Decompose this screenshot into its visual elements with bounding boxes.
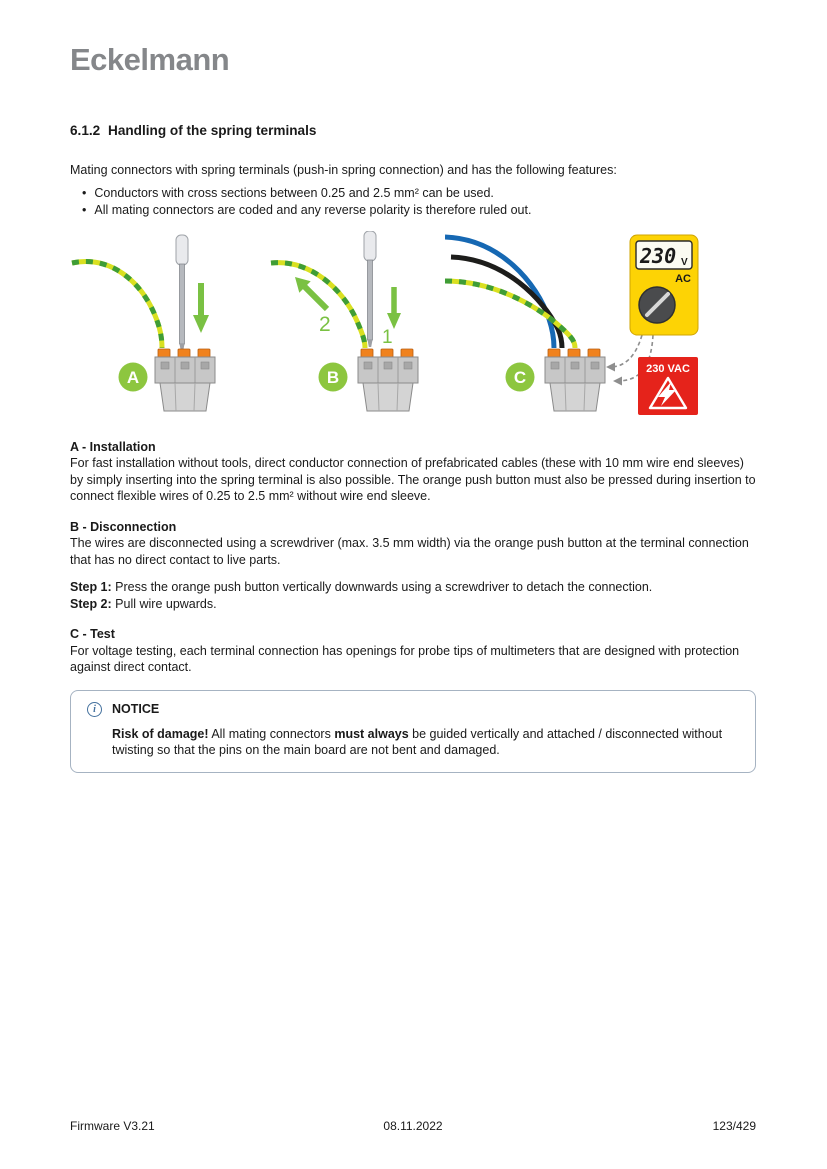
black-wire-icon: [451, 257, 562, 348]
figure-b-badge: B: [326, 367, 340, 387]
feature-item: • Conductors with cross sections between 0.25 and 2.5 mm² can be used.: [82, 185, 756, 202]
figure-a-illustration: [70, 231, 240, 423]
company-logo: Eckelmann: [70, 42, 230, 77]
probe-arrow-icon: [606, 362, 615, 371]
step-1-text: Press the orange push button vertically downwards using a screwdriver to detach the connection.: [111, 580, 653, 594]
footer-page-number: 123/429: [712, 1119, 756, 1133]
high-voltage-warning-sticker: [638, 357, 698, 415]
probe-lead-icon: [610, 335, 642, 367]
section-heading: [70, 122, 756, 139]
test-text: For voltage testing, each terminal connection has openings for probe tips of multimeters that are designed with protection against direct contact.: [70, 643, 740, 674]
wire-icon: [72, 261, 162, 347]
arrow-down-head-icon: [193, 315, 209, 333]
disconnection-text: The wires are disconnected using a screwdriver (max. 3.5 mm width) via the orange push button at the terminal connection that has no direct contact to live parts.: [70, 536, 749, 567]
disconnection-title: B - Disconnection: [70, 519, 177, 534]
installation-text: For fast installation without tools, direct conductor connection of prefabricated cables (these with 10 mm wire end sleeves) by simply inserting into the spring terminal is also possible. The orange push button must also be pressed during insertion to connect flexible wires of 0.25 to 2.5 mm² without wire end sleeve.: [70, 456, 756, 503]
meter-display-unit: V: [681, 256, 688, 268]
screwdriver-icon: [364, 231, 376, 347]
screwdriver-icon: [176, 235, 188, 351]
step-1-label: 1: [382, 326, 393, 348]
step-2: [70, 596, 756, 613]
notice-box: [70, 690, 756, 773]
steps-list: [70, 579, 756, 612]
notice-text-segment: be guided vertically and attached / disconnected without twisting so that the pins on the main board are not bent and damaged.: [112, 726, 723, 757]
meter-display-value: 230: [640, 243, 677, 268]
step-2-label: Step 2:: [70, 596, 112, 611]
wire-icon: [271, 262, 365, 347]
figure-b-illustration: [265, 231, 440, 423]
arrow-up-left-icon: [303, 285, 327, 309]
step-2-text: Pull wire upwards.: [111, 596, 217, 611]
spring-terminal-connector-icon: [155, 349, 215, 411]
intro-paragraph: Mating connectors with spring terminals (push-in spring connection) and has the following features:: [70, 163, 617, 177]
spring-terminal-connector-icon: [545, 349, 605, 411]
feature-list: [70, 185, 756, 219]
warning-voltage-label: 230 VAC: [646, 362, 690, 375]
page-footer: [70, 1119, 756, 1133]
footer-firmware-version: Firmware V3.21: [70, 1119, 155, 1133]
figure-a-badge: A: [126, 367, 140, 387]
notice-text-segment: All mating connectors: [208, 726, 335, 741]
figure-c-illustration: [445, 231, 700, 423]
notice-header: [87, 702, 739, 717]
meter-mode-label: AC: [675, 272, 691, 285]
test-title: C - Test: [70, 627, 115, 641]
footer-date: 08.11.2022: [383, 1119, 443, 1133]
section-title: Handling of the spring terminals: [108, 123, 317, 138]
feature-item: • All mating connectors are coded and any reverse polarity is therefore ruled out.: [82, 202, 756, 219]
figure-illustrations: [70, 231, 756, 425]
multimeter-icon: [630, 235, 698, 335]
notice-risk-label: Risk of damage!: [112, 726, 209, 741]
probe-arrow-icon: [613, 376, 622, 385]
page-content: [70, 0, 756, 773]
notice-text: [112, 726, 739, 759]
notice-must-always: must always: [334, 726, 409, 741]
spring-terminal-connector-icon: [358, 349, 418, 411]
notice-title: NOTICE: [112, 702, 160, 716]
step-1-label: Step 1:: [70, 580, 112, 594]
figure-c-badge: C: [513, 367, 527, 387]
section-number: 6.1.2: [70, 123, 101, 138]
installation-title: A - Installation: [70, 439, 156, 454]
step-1: [70, 579, 756, 596]
step-2-label: 2: [319, 312, 331, 336]
info-icon: i: [87, 702, 102, 717]
